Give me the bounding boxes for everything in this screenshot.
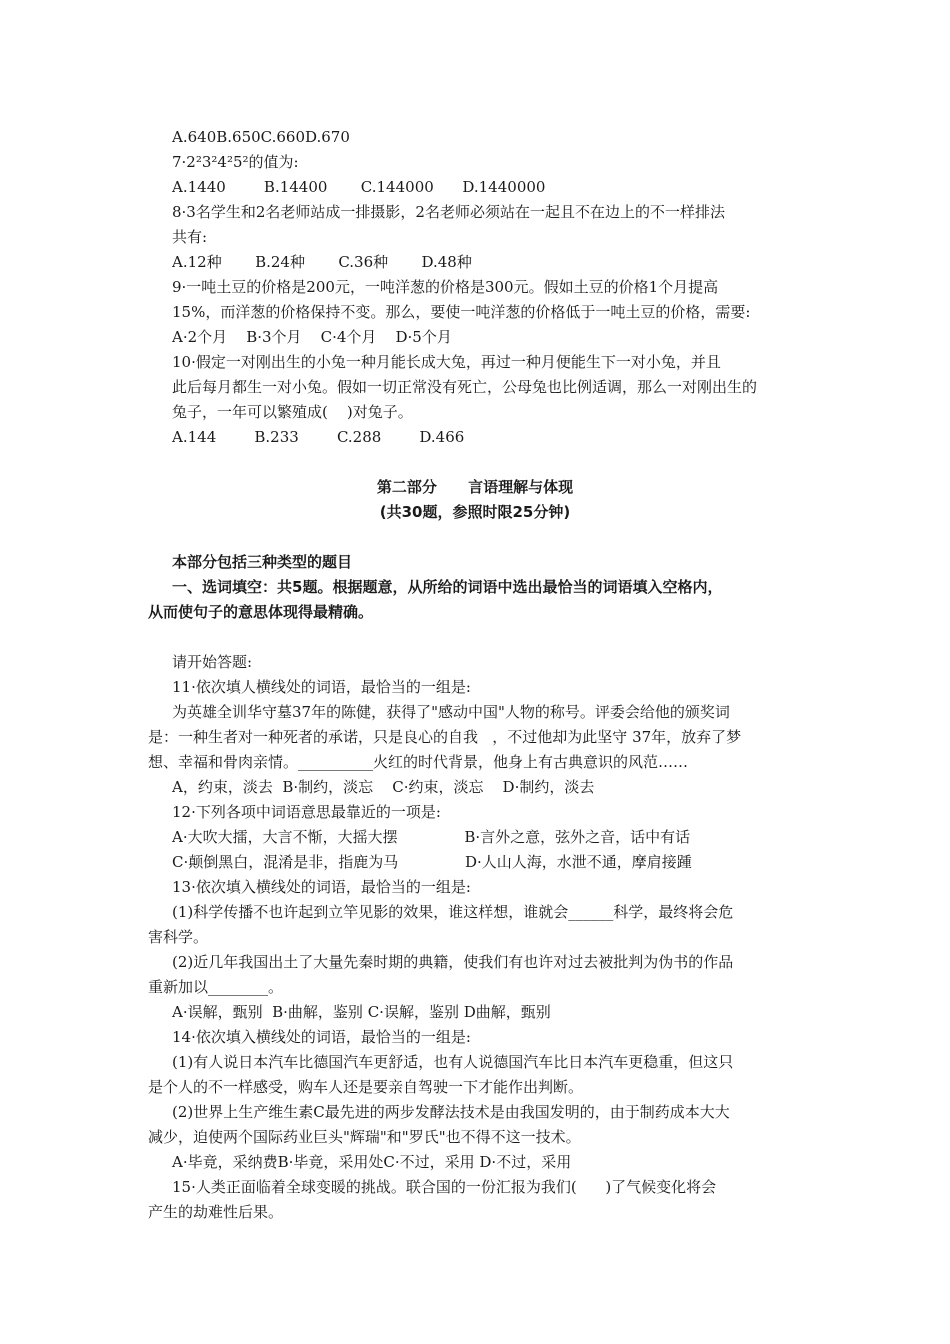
section-subtitle: (共30题，参照时限25分钟) [379,503,571,521]
answer-options-q11: A，约束，淡去 B·制约，淡忘 C·约束，淡忘 D·制约，淡去 [172,778,595,796]
question-13: 13·依次填入横线处的词语，最恰当的一组是: [172,878,471,896]
answer-options-q10: A.144 B.233 C.288 D.466 [172,428,465,446]
question-9-cont: 15%，而洋葱的价格保持不变。那么，要使一吨洋葱的价格低于一吨土豆的价格，需要: [172,303,751,321]
question-11-text-cont2: 想、幸福和骨肉亲情。__________火红的时代背景，他身上有古典意识的风范…… [148,753,689,771]
question-15: 15·人类正面临着全球变暖的挑战。联合国的一份汇报为我们( )了气候变化将会 [172,1178,717,1196]
question-14-part2: (2)世界上生产维生素C最先进的两步发酵法技术是由我国发明的，由于制药成本大大 [172,1103,730,1121]
question-11-text: 为英雄全训华守墓37年的陈健，获得了"感动中国"人物的称号。评委会给他的颁奖词 [172,703,730,721]
question-14-part2-cont: 减少，迫使两个国际药业巨头"辉瑞"和"罗氏"也不得不这一技术。 [148,1128,581,1146]
question-11: 11·依次填人横线处的词语，最恰当的一组是: [172,678,471,696]
question-8: 8·3名学生和2名老师站成一排摄影，2名老师必须站在一起且不在边上的不一样排法 [172,203,725,221]
answer-options-q12-ab: A·大吹大擂，大言不惭，大摇大摆 B·言外之意，弦外之音，话中有话 [172,828,691,846]
question-14: 14·依次填入横线处的词语，最恰当的一组是: [172,1028,471,1046]
answer-options-q7: A.1440 B.14400 C.144000 D.1440000 [172,178,546,196]
question-9: 9·一吨土豆的价格是200元，一吨洋葱的价格是300元。假如土豆的价格1个月提高 [172,278,719,296]
question-13-part1-cont: 害科学。 [148,928,209,946]
question-10: 10·假定一对刚出生的小兔一种月能长成大兔，再过一种月便能生下一对小兔，并且 [172,353,721,371]
answer-options-q6: A.640B.650C.660D.670 [172,128,350,146]
part-one-heading: 一、选词填空：共5题。根据题意，从所给的词语中选出最恰当的词语填入空格内， [172,578,723,596]
answer-options-q14: A·毕竟，采纳费B·毕竟，采用处C·不过，采用 D·不过，采用 [172,1153,572,1171]
section-intro: 本部分包括三种类型的题目 [172,553,353,571]
question-14-part1: (1)有人说日本汽车比德国汽车更舒适，也有人说德国汽车比日本汽车更稳重，但这只 [172,1053,734,1071]
question-8-cont: 共有: [172,228,208,246]
answer-options-q13: A·误解，甄别 B·曲解，鉴别 C·误解，鉴别 D曲解，甄别 [172,1003,551,1021]
question-13-part1: (1)科学传播不也许起到立竿见影的效果，谁这样想，谁就会______科学，最终将会危 [172,903,734,921]
answer-options-q8: A.12种 B.24种 C.36种 D.48种 [172,253,472,271]
part-one-heading-cont: 从而使句子的意思体现得最精确。 [148,603,374,621]
section-title: 第二部分 言语理解与体现 [376,478,574,496]
question-12: 12·下列各项中词语意思最靠近的一项是: [172,803,441,821]
question-7: 7·2²3²4²5²的值为: [172,153,299,171]
question-11-text-cont: 是：一种生者对一种死者的承诺，只是良心的自我 ，不过他却为此坚守 37年，放弃了梦 [148,728,742,746]
answer-options-q12-cd: C·颠倒黑白，混淆是非，指鹿为马 D·人山人海，水泄不通，摩肩接踵 [172,853,692,871]
start-prompt: 请开始答题: [172,653,253,671]
question-10-cont: 此后每月都生一对小兔。假如一切正常没有死亡，公母兔也比例适调，那么一对刚出生的 [172,378,758,396]
question-10-cont2: 兔子，一年可以繁殖成( )对兔子。 [172,403,413,421]
question-13-part2-cont: 重新加以________。 [148,978,284,996]
question-14-part1-cont: 是个人的不一样感受，购车人还是要亲自驾驶一下才能作出判断。 [148,1078,584,1096]
question-15-cont: 产生的劫难性后果。 [148,1203,284,1221]
answer-options-q9: A·2个月 B·3个月 C·4个月 D·5个月 [172,328,452,346]
question-13-part2: (2)近几年我国出土了大量先秦时期的典籍，使我们有也许对过去被批判为伪书的作品 [172,953,734,971]
